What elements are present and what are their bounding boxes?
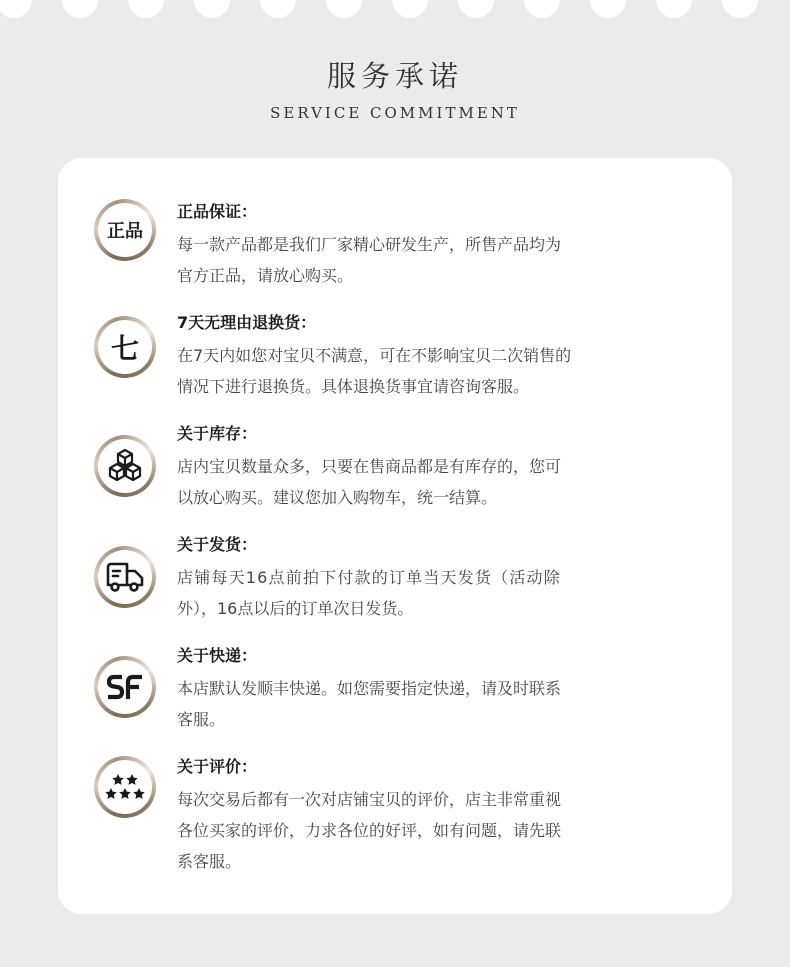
seven-badge-text: 七 xyxy=(110,332,139,365)
truck-icon xyxy=(94,546,156,608)
item-desc-line: 店铺每天16点前拍下付款的订单当天发货（活动除 xyxy=(177,568,561,587)
item-desc-line: 本店默认发顺丰快递。如您需要指定快递，请及时联系 xyxy=(177,679,562,698)
item-desc-line: 每一款产品都是我们厂家精心研发生产，所售产品均为 xyxy=(177,235,562,254)
item-desc-line: 官方正品，请放心购买。 xyxy=(177,266,354,285)
seven-icon xyxy=(94,316,156,378)
item-heading: 关于发货： xyxy=(177,535,258,554)
item-desc-line: 以放心购买。建议您加入购物车，统一结算。 xyxy=(177,488,498,507)
authentic-icon xyxy=(94,199,156,261)
boxes-icon xyxy=(94,435,156,497)
item-heading: 关于评价： xyxy=(177,757,258,776)
authentic-badge-text: 正品 xyxy=(107,221,143,242)
item-heading: 正品保证： xyxy=(177,202,258,221)
section-header xyxy=(0,58,790,122)
scalloped-top-border xyxy=(0,0,790,24)
page-title: 服务承诺 xyxy=(326,59,463,93)
item-desc-line: 各位买家的评价，力求各位的好评，如有问题，请先联 xyxy=(177,821,562,840)
sf-express-icon xyxy=(94,656,156,718)
item-desc-line: 外），16点以后的订单次日发货。 xyxy=(177,599,414,618)
item-desc-line: 每次交易后都有一次对店铺宝贝的评价，店主非常重视 xyxy=(177,790,562,809)
commitment-card xyxy=(58,158,732,914)
page-subtitle: SERVICE COMMITMENT xyxy=(270,104,520,122)
item-desc-line: 系客服。 xyxy=(177,852,242,871)
item-desc-line: 客服。 xyxy=(177,710,226,729)
item-heading: 关于快递： xyxy=(177,646,258,665)
item-heading: 7天无理由退换货： xyxy=(177,313,317,332)
item-desc-line: 在7天内如您对宝贝不满意，可在不影响宝贝二次销售的 xyxy=(177,346,572,365)
item-desc-line: 情况下进行退换货。具体退换货事宜请咨询客服。 xyxy=(177,377,530,396)
item-heading: 关于库存： xyxy=(177,424,258,443)
item-desc-line: 店内宝贝数量众多，只要在售商品都是有库存的，您可 xyxy=(177,457,562,476)
stars-icon xyxy=(94,756,156,818)
